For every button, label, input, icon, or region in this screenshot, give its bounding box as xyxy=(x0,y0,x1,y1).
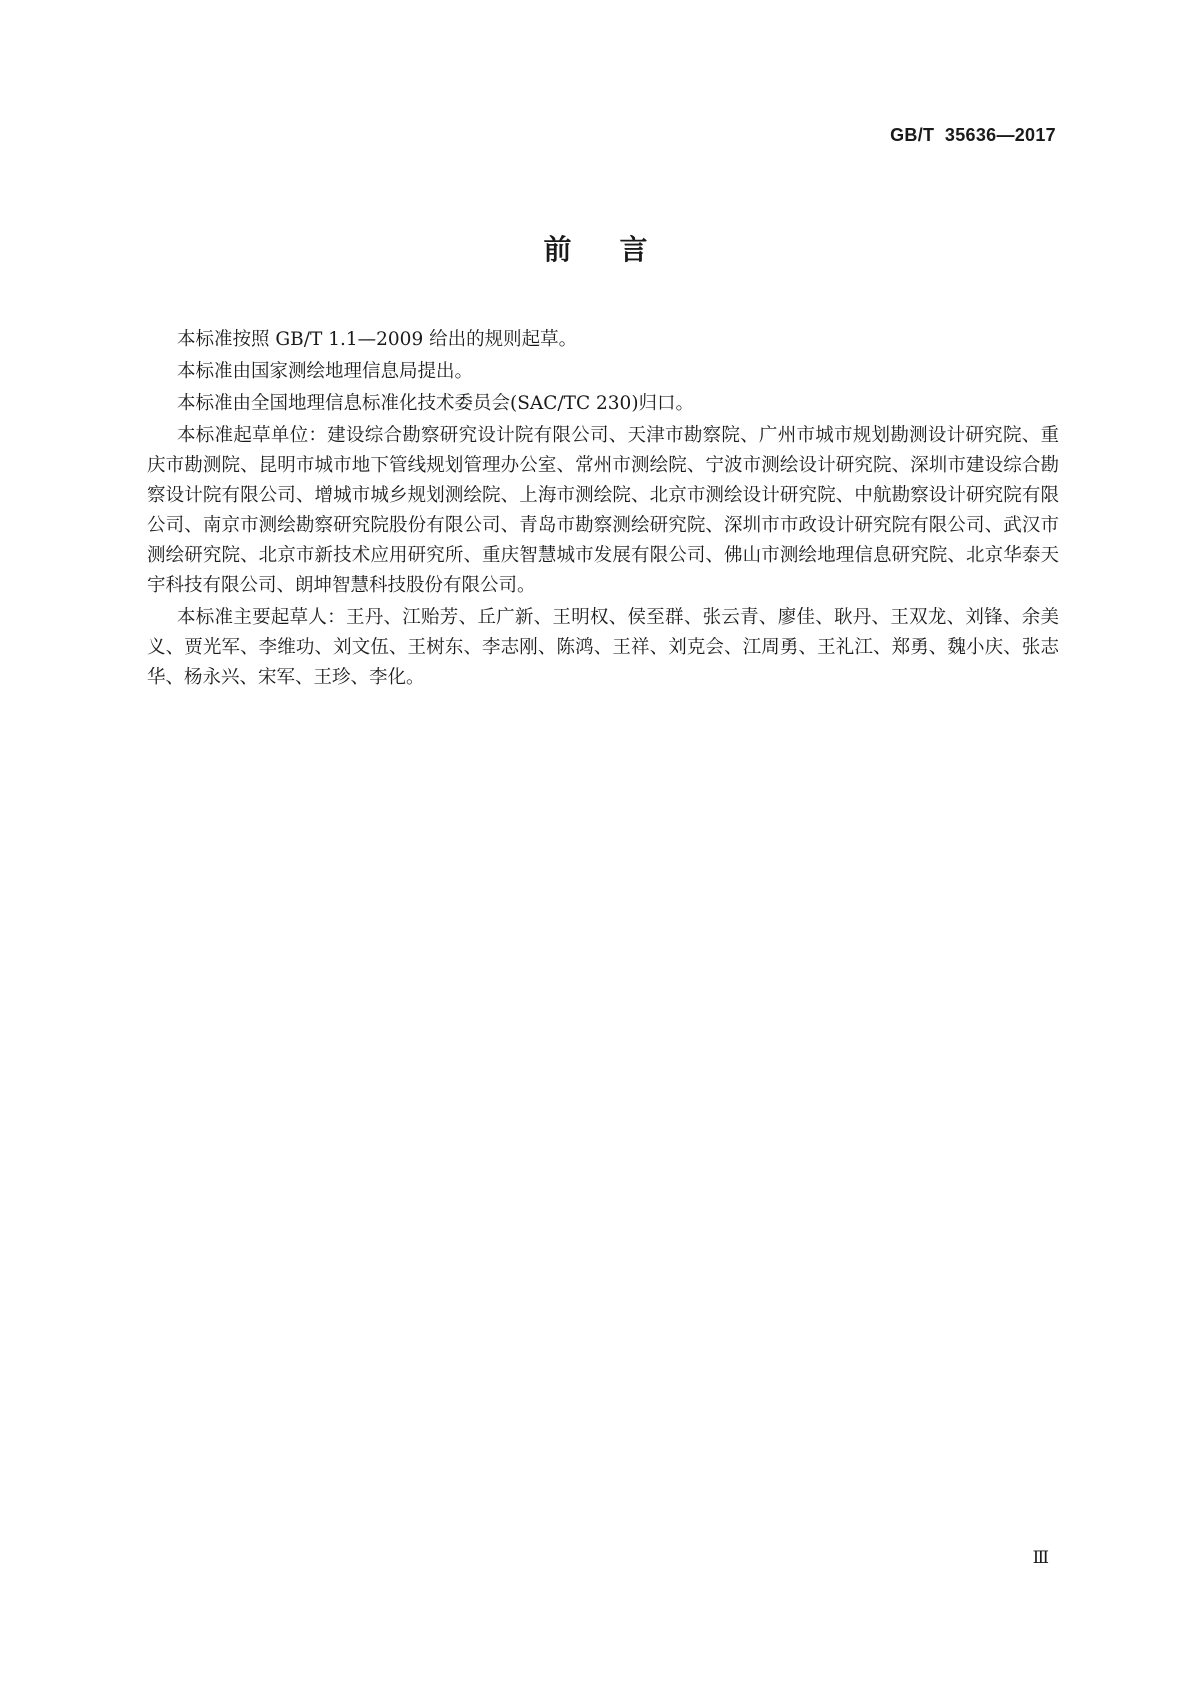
foreword-body xyxy=(147,325,1059,695)
paragraph-drafting-units: 本标准起草单位：建设综合勘察研究设计院有限公司、天津市勘察院、广州市城市规划勘测设计研究院、重庆市勘测院、昆明市城市地下管线规划管理办公室、常州市测绘院、宁波市测绘设计研究院、深圳市建设综合勘察设计院有限公司、增城市城乡规划测绘院、上海市测绘院、北京市测绘设计研究院、中航勘察设计研究院有限公司、南京市测绘勘察研究院股份有限公司、青岛市勘察测绘研究院、深圳市市政设计研究院有限公司、武汉市测绘研究院、北京市新技术应用研究所、重庆智慧城市发展有限公司、佛山市测绘地理信息研究院、北京华泰天宇科技有限公司、朗坤智慧科技股份有限公司。 xyxy=(147,425,1059,596)
paragraph-drafting-rules: 本标准按照 GB/T 1.1—2009 给出的规则起草。 xyxy=(177,329,578,350)
paragraph-proposer: 本标准由国家测绘地理信息局提出。 xyxy=(177,361,474,382)
standard-code: GB/T 35636—2017 xyxy=(890,125,1056,145)
page-title: 前言 xyxy=(543,233,696,266)
paragraph-drafters: 本标准主要起草人：王丹、江贻芳、丘广新、王明权、侯至群、张云青、廖佳、耿丹、王双龙、刘锋、余美义、贾光军、李维功、刘文伍、王树东、李志刚、陈鸿、王祥、刘克会、江周勇、王礼江、郑勇、魏小庆、张志华、杨永兴、宋军、王珍、李化。 xyxy=(147,607,1059,688)
page-number: Ⅲ xyxy=(1032,1548,1049,1568)
paragraph-administrator: 本标准由全国地理信息标准化技术委员会(SAC/TC 230)归口。 xyxy=(177,393,695,414)
